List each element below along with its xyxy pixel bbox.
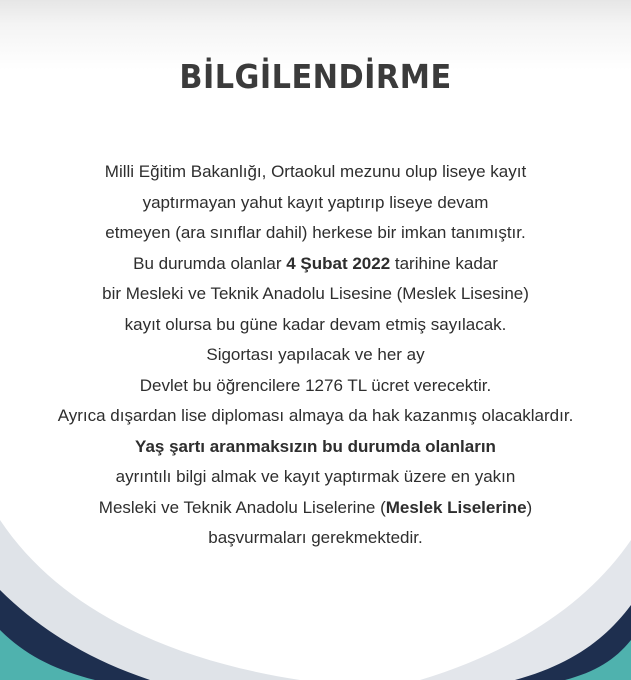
body-line-3: etmeyen (ara sınıflar dahil) herkese bir imkan tanımıştır. <box>105 223 526 242</box>
announcement-body <box>0 157 631 554</box>
body-line-1: Milli Eğitim Bakanlığı, Ortaokul mezunu olup liseye kayıt <box>104 162 527 181</box>
body-line-12 <box>0 493 631 524</box>
body-line-13: başvurmaları gerekmektedir. <box>208 528 423 547</box>
body-line-5: bir Mesleki ve Teknik Anadolu Lisesine (Meslek Lisesine) <box>102 284 529 303</box>
deadline-date: 4 Şubat 2022 <box>286 253 391 273</box>
body-line-4 <box>0 249 631 280</box>
body-line-4-post: tarihine kadar <box>390 253 498 273</box>
body-line-7: Sigortası yapılacak ve her ay <box>206 345 425 364</box>
body-line-8: Devlet bu öğrencilere 1276 TL ücret verecektir. <box>139 375 492 395</box>
body-line-6: kayıt olursa bu güne kadar devam etmiş sayılacak. <box>124 314 507 334</box>
body-line-12-post: ) <box>526 497 533 517</box>
body-line-9: Ayrıca dışardan lise diploması almaya da hak kazanmış olacaklardır. <box>57 406 574 425</box>
page-title: BİLGİLENDİRME <box>179 57 452 96</box>
body-line-11: ayrıntılı bilgi almak ve kayıt yaptırmak üzere en yakın <box>115 467 516 486</box>
body-line-10-emphasis: Yaş şartı aranmaksızın bu durumda olanların <box>135 436 496 456</box>
vocational-school-emphasis: Meslek Liselerine <box>385 497 527 517</box>
body-line-4-pre: Bu durumda olanlar <box>133 253 287 273</box>
body-line-12-pre: Mesleki ve Teknik Anadolu Liselerine ( <box>98 497 386 517</box>
body-line-2: yaptırmayan yahut kayıt yaptırıp liseye devam <box>142 192 489 212</box>
